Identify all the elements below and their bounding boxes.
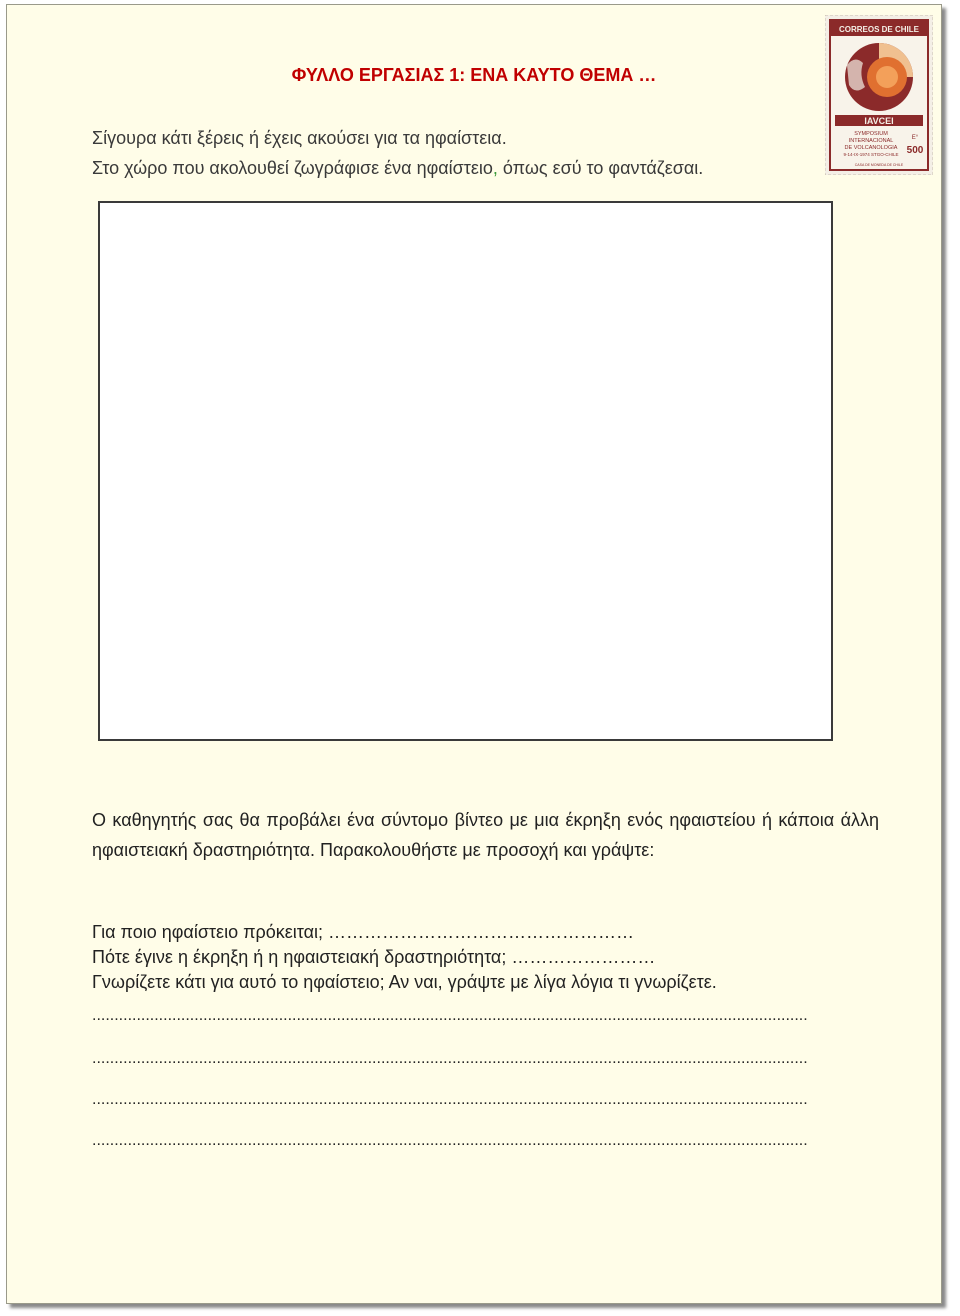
stamp-text2: INTERNACIONAL	[848, 138, 894, 144]
intro-text	[92, 123, 703, 183]
question-volcano-name[interactable]: Για ποιο ηφαίστειο πρόκειται; ……………………………………………	[92, 922, 635, 942]
stamp-dates: 9-14-IX-1974 STGO-CHILE	[843, 152, 899, 157]
worksheet-page	[6, 4, 942, 1304]
question-eruption-date[interactable]: Πότε έγινε η έκρηξη ή η ηφαιστειακή δραστηριότητα; ……………………	[92, 947, 656, 967]
stamp-org: IAVCEI	[864, 116, 894, 126]
stamp-currency: E°	[911, 135, 919, 141]
postage-stamp	[825, 15, 933, 175]
stamp-header: CORREOS DE CHILE	[838, 25, 920, 34]
worksheet-title: ΦΥΛΛΟ ΕΡΓΑΣΙΑΣ 1: ΕΝΑ ΚΑΥΤΟ ΘΕΜΑ …	[291, 65, 657, 85]
stamp-value: 500	[906, 145, 924, 156]
answer-line[interactable]: .................................................................................................................................................................	[92, 1091, 808, 1108]
intro-line-1: Σίγουρα κάτι ξέρεις ή έχεις ακούσει για τα ηφαίστεια.	[92, 128, 507, 148]
answer-line[interactable]: .................................................................................................................................................................	[92, 1132, 808, 1149]
drawing-area[interactable]	[98, 201, 833, 741]
video-instructions: Ο καθηγητής σας θα προβάλει ένα σύντομο βίντεο με μια έκρηξη ενός ηφαιστείου ή κάποια άλλη ηφαιστειακή δραστηριότητα. Παρακολουθήστε με προσοχή και γράψτε:	[92, 810, 879, 860]
stamp-text3: DE VOLCANOLOGIA	[844, 145, 898, 151]
intro-line-2: Στο χώρο που ακολουθεί ζωγράφισε ένα ηφαίστειο, όπως εσύ το φαντάζεσαι.	[92, 158, 704, 178]
answer-line[interactable]: .................................................................................................................................................................	[92, 1050, 808, 1067]
question-list	[92, 920, 892, 995]
question-volcano-knowledge: Γνωρίζετε κάτι για αυτό το ηφαίστειο; Αν ναι, γράψτε με λίγα λόγια τι γνωρίζετε.	[92, 972, 717, 992]
stamp-footer: CASA DE MONEDA DE CHILE	[854, 163, 904, 167]
stamp-text1: SYMPOSIUM	[854, 131, 888, 137]
answer-line[interactable]: .................................................................................................................................................................	[92, 1007, 808, 1024]
